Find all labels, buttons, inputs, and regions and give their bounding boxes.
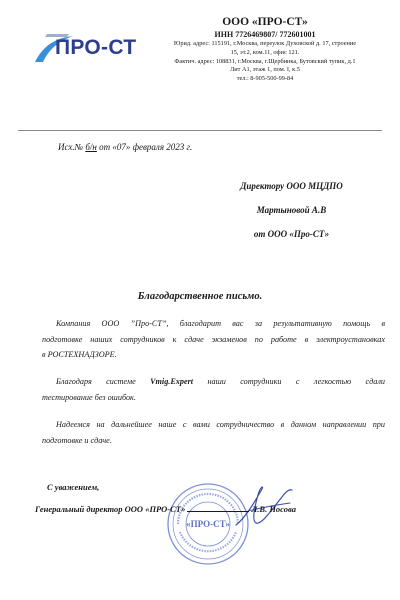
paragraph-text: Благодаря системе: [56, 377, 136, 386]
company-name: ООО «ПРО-СТ»: [222, 16, 308, 28]
addressee-block: [200, 180, 383, 252]
signatory-line: [35, 503, 296, 514]
paragraph-line: подготовке и сдаче.: [42, 435, 112, 445]
signatory-position: Генеральный директор ООО «ПРО-СТ»: [35, 504, 186, 514]
phone-line: тел.: 8-905-500-99-84: [236, 75, 294, 83]
address-line: Фактич. адрес: 108831, г.Москва, г.Щербинка, Бутовский тупик, д.1: [174, 57, 356, 65]
reference-number: б/н: [85, 142, 97, 152]
logo-text: ПРО-СТ: [55, 36, 137, 59]
address-line: Лит А1, этаж 1, пом. I, к.5: [230, 66, 300, 74]
paragraph-line: Надеемся на дальнейшее наше с вами сотрудничество в данном направлении при: [56, 420, 385, 429]
addressee-position: Директору ООО МЦДПО: [240, 181, 343, 191]
body-paragraph-1: [42, 316, 385, 363]
addressee-name: Мартыновой А.В: [256, 205, 327, 215]
company-details: [150, 15, 380, 84]
paragraph-line: тестирование без ошибок.: [42, 392, 136, 402]
reference-date: от «07» февраля 2023 г.: [99, 142, 193, 152]
paragraph-line: подготовке наших сотрудников к сдаче экзаменов по работе в электроустановках: [42, 334, 385, 344]
company-inn: ИНН 7726469807/ 772601001: [214, 30, 316, 39]
body-paragraph-3: [42, 417, 385, 448]
product-name: Vmig.Expert: [150, 377, 194, 386]
stamp-label: «ПРО-СТ»: [186, 519, 230, 529]
closing-regards: С уважением,: [47, 482, 100, 492]
signatory-name: Л.В. Носова: [251, 504, 296, 514]
body-paragraph-2: [42, 374, 385, 405]
outgoing-reference: [58, 142, 192, 152]
address-line: 15, эт.2, ком.11, офис 121.: [230, 48, 300, 56]
addressee-from: от ООО «Про-СТ»: [253, 229, 330, 239]
paragraph-text: наши сотрудники с легкостью сдали: [207, 377, 385, 386]
address-line: Юрид. адрес: 115191, г.Москва, переулок Духовской д. 17, строение: [173, 40, 357, 47]
company-logo: [33, 28, 151, 68]
letter-title: Благодарственное письмо.: [137, 291, 263, 302]
reference-prefix: Исх.№: [58, 142, 84, 152]
paragraph-line: [42, 374, 385, 390]
letterhead-divider: [18, 130, 382, 131]
paragraph-line: в РОСТЕХНАДЗОРЕ.: [42, 350, 117, 359]
signature-underline: [187, 503, 249, 512]
paragraph-line: Компания ООО ”Про-СТ”, благодарит вас за результативную помощь в: [56, 319, 385, 328]
